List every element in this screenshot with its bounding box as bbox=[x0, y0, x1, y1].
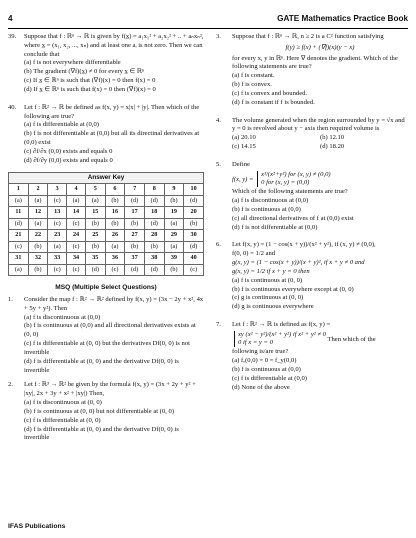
answer-key-cell: (c) bbox=[48, 218, 67, 230]
answer-key-cell: (a) bbox=[67, 195, 86, 207]
answer-key-cell: 19 bbox=[164, 207, 184, 219]
options-grid bbox=[232, 134, 408, 152]
answer-key-cell: 25 bbox=[85, 230, 105, 242]
option-b: (b) f is continuous at (0,0) and all directional derivatives exists at (0, 0) bbox=[24, 322, 196, 339]
answer-key-cell: 11 bbox=[9, 207, 29, 219]
answer-key-cell: 28 bbox=[144, 230, 164, 242]
answer-key-cell: (a) bbox=[28, 218, 48, 230]
question-stem: Consider the map f : ℝ² → ℝ² defined by f(x, y) = (3x − 2y + x², 4x + 5y + y²). Then bbox=[24, 296, 204, 312]
option-d: (d) f is not differentiable at (0,0) bbox=[232, 223, 318, 231]
question-number: 3. bbox=[216, 33, 221, 40]
answer-key-cell: (b) bbox=[164, 195, 184, 207]
case-2: 0 for (x, y) = (0,0) bbox=[261, 179, 310, 186]
answer-key-cell: 24 bbox=[67, 230, 86, 242]
answer-key-cell: 32 bbox=[28, 253, 48, 265]
option-d: (d) If x̲ ∈ ℝⁿ is such that f(x) = 0 then (∇f)(x) = 0 bbox=[24, 85, 156, 93]
page-footer: IFAS Publications bbox=[8, 523, 66, 530]
answer-key-cell: (a) bbox=[85, 195, 105, 207]
option-a: (a) f is discontinuous at (0,0) bbox=[24, 313, 101, 321]
answer-key-cell: 22 bbox=[28, 230, 48, 242]
left-column bbox=[8, 33, 204, 443]
question-4 bbox=[216, 117, 408, 152]
answer-key-cell: (b) bbox=[85, 241, 105, 253]
answer-key-number-row bbox=[9, 184, 204, 196]
definition-line-4: g(x, y) = 1/2 if x + y = 0 then bbox=[232, 267, 310, 275]
option-c: (c) ∂f/∂x (0,0) exists and equals 0 bbox=[24, 147, 113, 155]
answer-key-cell: 29 bbox=[164, 230, 184, 242]
answer-key-cell: 35 bbox=[85, 253, 105, 265]
answer-key-cell: 3 bbox=[48, 184, 67, 196]
answer-key-cell: (a) bbox=[164, 241, 184, 253]
question-number: 6. bbox=[216, 241, 221, 249]
option-d: (d) f is differentiable at (0, 0) and the derivative Df(0, 0) is invertible bbox=[24, 425, 179, 442]
answer-key-cell: 9 bbox=[164, 184, 184, 196]
answer-key-cell: 17 bbox=[125, 207, 145, 219]
question-stem: Define bbox=[232, 160, 250, 168]
page-header bbox=[8, 14, 408, 29]
question-stem-continued: Which of the following statements are true? bbox=[232, 188, 348, 196]
answer-key-cell: (d) bbox=[184, 241, 204, 253]
answer-key-answer-row bbox=[9, 264, 204, 276]
question-6 bbox=[216, 241, 408, 312]
answer-key-cell: 33 bbox=[48, 253, 67, 265]
option-c: (c) f is differentiable at (0,0) bbox=[232, 374, 307, 382]
option-a: (a) 20.10 bbox=[232, 134, 256, 142]
answer-key-cell: 4 bbox=[67, 184, 86, 196]
answer-key-answer-row bbox=[9, 195, 204, 207]
answer-key-cell: (a) bbox=[9, 195, 29, 207]
answer-key-cell: (c) bbox=[9, 241, 29, 253]
option-a: (a) fₓ(0,0) = 0 = f_y(0,0) bbox=[232, 357, 297, 365]
answer-key-cell: (a) bbox=[164, 218, 184, 230]
answer-key-title: Answer Key bbox=[8, 172, 204, 184]
answer-key-cell: (b) bbox=[164, 264, 184, 276]
answer-key-cell: (d) bbox=[184, 195, 204, 207]
right-column bbox=[216, 33, 408, 392]
answer-key-cell: 23 bbox=[48, 230, 67, 242]
msq-title: MSQ (Multiple Select Questions) bbox=[55, 284, 157, 292]
answer-key-table bbox=[8, 183, 204, 276]
answer-key-cell: (d) bbox=[144, 218, 164, 230]
answer-key-cell: 6 bbox=[105, 184, 125, 196]
question-3 bbox=[216, 33, 408, 108]
answer-key-cell: (b) bbox=[184, 218, 204, 230]
answer-key-answer-row bbox=[9, 218, 204, 230]
question-stem: Let f : ℝ³ → ℝ² be given by the formula f(x, y) = (3x + 2y + y² + |xy|, 2x + 3y + x² + |xy|) Then, bbox=[24, 381, 196, 398]
answer-key-cell: (b) bbox=[28, 264, 48, 276]
answer-key-cell: (b) bbox=[28, 241, 48, 253]
answer-key-cell: (d) bbox=[125, 264, 145, 276]
question-stem: Let f : ℝ² → ℝ be defined as f(x, y) = x|x| + |y|. Then which of the following are true? bbox=[24, 103, 200, 120]
question-number: 1. bbox=[8, 296, 13, 303]
option-b: (b) f is continuous at (0,0) bbox=[232, 365, 301, 373]
option-a: (a) f is discontinuous at (0,0) bbox=[232, 197, 309, 205]
question-7 bbox=[216, 321, 408, 392]
answer-key-cell: 27 bbox=[125, 230, 145, 242]
question-stem-continued: following is/are true? bbox=[232, 348, 289, 356]
answer-key-answer-row bbox=[9, 241, 204, 253]
question-number: 5. bbox=[216, 160, 221, 168]
answer-key-cell: (d) bbox=[9, 218, 29, 230]
answer-key-cell: 18 bbox=[144, 207, 164, 219]
case-1: xy (x² − y²)/(x² + y²) if x² + y² ≠ 0 bbox=[238, 330, 326, 338]
piecewise-cases bbox=[257, 171, 330, 187]
option-b: (b) f is continuous at (0,0) bbox=[232, 205, 301, 213]
answer-key-number-row bbox=[9, 230, 204, 242]
option-a: (a) f is not everywhere differentiable bbox=[24, 59, 121, 67]
answer-key-cell: 13 bbox=[48, 207, 67, 219]
answer-key-cell: (c) bbox=[184, 264, 204, 276]
answer-key-cell: 37 bbox=[125, 253, 145, 265]
answer-key-cell: 39 bbox=[164, 253, 184, 265]
question-number: 7. bbox=[216, 321, 221, 328]
answer-key-cell: (c) bbox=[48, 195, 67, 207]
answer-key-cell: 8 bbox=[144, 184, 164, 196]
answer-key-cell: 5 bbox=[85, 184, 105, 196]
option-d: (d) ∂f/∂y (0,0) exists and equals 0 bbox=[24, 156, 113, 164]
question-number: 39. bbox=[8, 33, 17, 40]
answer-key-cell: (d) bbox=[144, 195, 164, 207]
book-title: GATE Mathematics Practice Book bbox=[277, 14, 408, 23]
piecewise-cases bbox=[234, 331, 326, 347]
answer-key-cell: (d) bbox=[85, 264, 105, 276]
answer-key-cell: 36 bbox=[105, 253, 125, 265]
answer-key-cell: (a) bbox=[9, 264, 29, 276]
question-stem-tail: Then which of the bbox=[327, 335, 376, 343]
option-a: (a) f is discontinuous at (0, 0) bbox=[24, 399, 102, 407]
option-c: (c) f is convex and bounded. bbox=[232, 89, 308, 97]
question-stem: The volume generated when the region surrounded by y = √x and y = 0 is revolved about y − axis then required volume is bbox=[232, 116, 405, 133]
answer-key-cell: 14 bbox=[67, 207, 86, 219]
answer-key-cell: 10 bbox=[184, 184, 204, 196]
question-number: 4. bbox=[216, 116, 221, 124]
option-b: (b) The gradient (∇f)(x̲) ≠ 0 for every x̲ ∈ ℝⁿ bbox=[24, 68, 145, 76]
answer-key-cell: 16 bbox=[105, 207, 125, 219]
definition-line-1: Let f(x, y) = (1 − cos(x + y))/(x² + y²), if (x, y) ≠ (0,0), bbox=[232, 241, 376, 249]
option-c: (c) f is differentiable at (0, 0) but the derivatives Df(0, 0) is not invertible bbox=[24, 340, 190, 356]
answer-key-cell: 1 bbox=[9, 184, 29, 196]
answer-key-cell: (c) bbox=[105, 264, 125, 276]
option-b: (b) f is convex. bbox=[232, 81, 272, 89]
question-number: 40. bbox=[8, 103, 17, 111]
answer-key-cell: (a) bbox=[48, 241, 67, 253]
answer-key-cell: (c) bbox=[48, 264, 67, 276]
answer-key-cell: (b) bbox=[105, 218, 125, 230]
option-d: (d) 18.20 bbox=[320, 143, 345, 151]
answer-key-cell: (b) bbox=[85, 218, 105, 230]
question-stem: Let f : ℝ² → ℝ is defined as f(x, y) = bbox=[232, 321, 331, 328]
option-d: (d) f is constant if f is bounded. bbox=[232, 98, 315, 106]
answer-key-cell: (d) bbox=[125, 195, 145, 207]
answer-key-cell: 30 bbox=[184, 230, 204, 242]
answer-key-cell: (c) bbox=[67, 264, 86, 276]
question-40 bbox=[8, 104, 204, 166]
answer-key-cell: 40 bbox=[184, 253, 204, 265]
option-c: (c) 14.15 bbox=[232, 143, 256, 151]
question-5 bbox=[216, 161, 408, 232]
answer-key-cell: (d) bbox=[144, 264, 164, 276]
answer-key-number-row bbox=[9, 207, 204, 219]
answer-key-cell: 31 bbox=[9, 253, 29, 265]
answer-key-cell: (a) bbox=[28, 195, 48, 207]
option-d: (d) f is differentiable at (0, 0) and the derivative Df(0, 0) is invertible bbox=[24, 357, 179, 374]
answer-key-cell: (a) bbox=[105, 241, 125, 253]
definition-line-2: f(0, 0) = 1/2 and bbox=[232, 250, 276, 258]
answer-key-cell: 21 bbox=[9, 230, 29, 242]
answer-key-cell: 38 bbox=[144, 253, 164, 265]
option-a: (a) f is continuous at (0, 0) bbox=[232, 276, 303, 284]
option-b: (b) 12.10 bbox=[320, 134, 345, 142]
case-1: x³/(x²+y²) for (x, y) ≠ (0,0) bbox=[261, 170, 331, 178]
option-a: (a) f is constant. bbox=[232, 72, 275, 80]
definition-line-3: g(x, y) = (1 − cos(x + y))/(x + y)², if x + y ≠ 0 and bbox=[232, 259, 365, 267]
option-b: (b) f is continuous everywhere except at (0, 0) bbox=[232, 285, 354, 293]
question-stem-continued: for every x, y in ℝⁿ. Here ∇ denotes the gradient. Which of the following statements are true? bbox=[232, 54, 398, 71]
answer-key-cell: 2 bbox=[28, 184, 48, 196]
option-d: (d) None of the above bbox=[232, 383, 290, 391]
option-b: (b) f is not differentiable at (0,0) but all its directinal derivatives at (0,0) exist bbox=[24, 130, 200, 147]
answer-key-cell: (c) bbox=[67, 241, 86, 253]
answer-key-cell: 20 bbox=[184, 207, 204, 219]
answer-key-cell: 15 bbox=[85, 207, 105, 219]
answer-key-cell: (b) bbox=[105, 195, 125, 207]
piecewise-definition bbox=[232, 171, 408, 187]
question-39 bbox=[8, 33, 204, 95]
option-b: (b) f is continuous at (0, 0) but not differentiable at (0, 0) bbox=[24, 407, 175, 415]
answer-key-cell: 12 bbox=[28, 207, 48, 219]
case-2: 0 if x = y = 0 bbox=[238, 339, 273, 347]
answer-key-cell: (b) bbox=[125, 241, 145, 253]
piecewise-definition bbox=[232, 331, 408, 347]
answer-key-cell: 7 bbox=[125, 184, 145, 196]
msq-question-2 bbox=[8, 381, 204, 443]
option-a: (a) f is differentiable at (0,0) bbox=[24, 121, 99, 129]
msq-question-1 bbox=[8, 296, 204, 375]
function-lhs: f(x, y) = bbox=[232, 175, 254, 183]
equation: f(y) ≥ f(x) + (∇f)(x)(y − x) bbox=[285, 43, 355, 51]
page-number: 4 bbox=[8, 14, 13, 23]
option-c: (c) If x̲ ∈ ℝⁿ is such that (∇f)(x) = 0 then f(x) = 0 bbox=[24, 77, 156, 85]
answer-key-cell: (b) bbox=[144, 241, 164, 253]
question-stem: Suppose that f : ℝⁿ → ℝ is given by f(x̲) = a₁x₁² + a₂x₂² + .. + aₙxₙ², where x̲ = (x₁, x₂, ..., xₙ) and at least one aᵢ is not zero. Then we can conclude that bbox=[24, 33, 204, 58]
option-c: (c) f is differentiable at (0, 0) bbox=[24, 416, 101, 424]
option-d: (d) g is continuous everywhere bbox=[232, 303, 314, 311]
option-c: (c) g is continuous at (0, 0) bbox=[232, 294, 304, 302]
answer-key-cell: 34 bbox=[67, 253, 86, 265]
answer-key-cell: (c) bbox=[67, 218, 86, 230]
question-number: 2. bbox=[8, 381, 13, 389]
answer-key-cell: 26 bbox=[105, 230, 125, 242]
answer-key-cell: (b) bbox=[125, 218, 145, 230]
answer-key-number-row bbox=[9, 253, 204, 265]
question-stem: Suppose that f : ℝⁿ → ℝ, n ≥ 2 is a C² function satisfying bbox=[232, 33, 384, 40]
option-c: (c) all directional derivatives of f at (0,0) exist bbox=[232, 214, 354, 222]
